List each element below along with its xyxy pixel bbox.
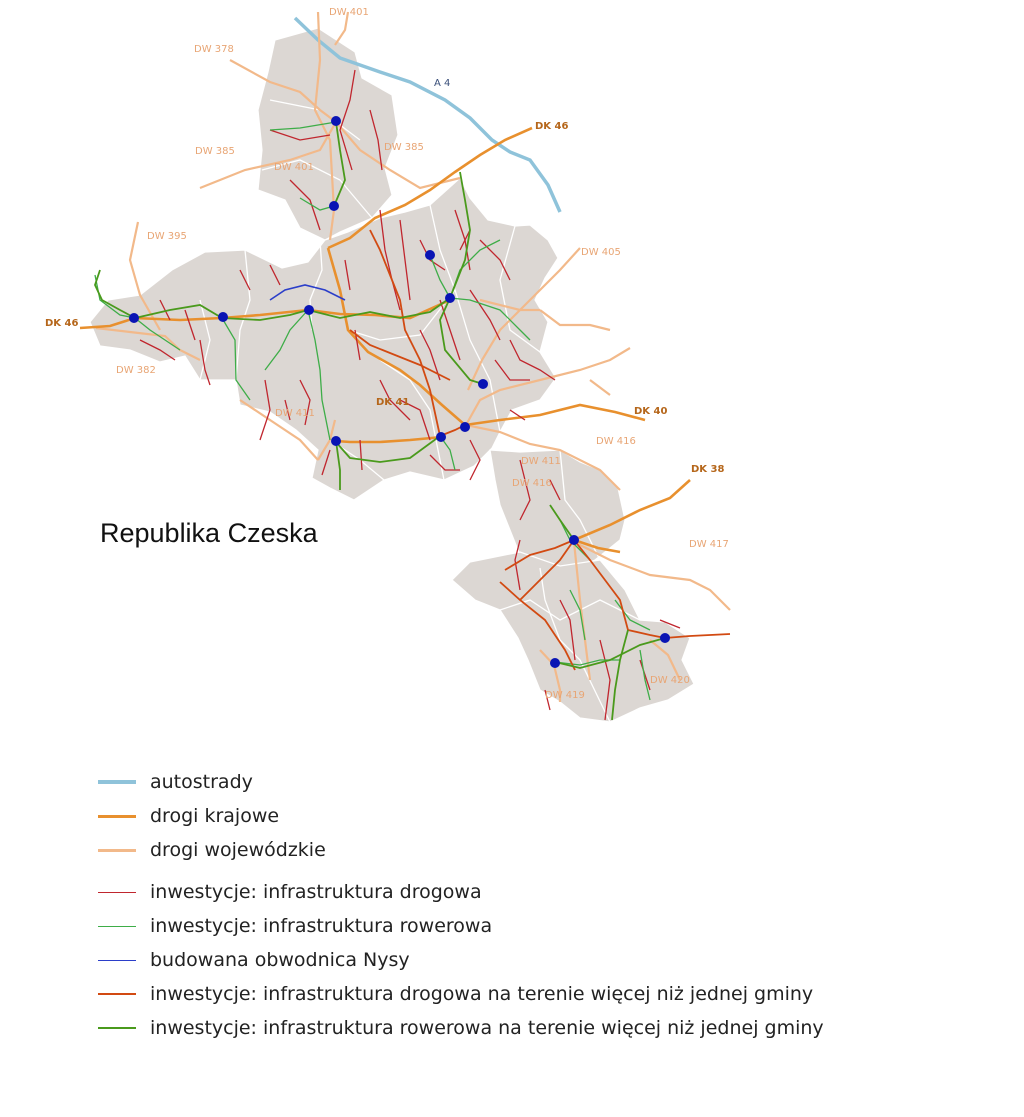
road-label: DW 395 bbox=[147, 231, 187, 242]
road-label: DK 38 bbox=[691, 464, 725, 475]
road-label: DW 416 bbox=[596, 436, 636, 447]
road-label: DW 419 bbox=[545, 690, 585, 701]
road-label: DW 416 bbox=[512, 478, 552, 489]
legend-item bbox=[98, 943, 978, 977]
town-marker bbox=[304, 305, 314, 315]
country-label: Republika Czeska bbox=[100, 518, 318, 548]
town-marker bbox=[329, 201, 339, 211]
legend-swatch bbox=[98, 926, 136, 927]
road-label: DW 401 bbox=[329, 7, 369, 18]
region-south-upper bbox=[490, 450, 625, 570]
town-marker bbox=[660, 633, 670, 643]
town-marker bbox=[460, 422, 470, 432]
legend-label: inwestycje: infrastruktura rowerowa na terenie więcej niż jednej gminy bbox=[150, 1017, 824, 1039]
road-label: DK 46 bbox=[45, 318, 79, 329]
road-label: DW 420 bbox=[650, 675, 690, 686]
town-marker bbox=[331, 116, 341, 126]
legend-label: budowana obwodnica Nysy bbox=[150, 949, 410, 971]
town-marker bbox=[129, 313, 139, 323]
road-label: DW 411 bbox=[275, 408, 315, 419]
road-label: DW 417 bbox=[689, 539, 729, 550]
legend-label: drogi krajowe bbox=[150, 805, 280, 827]
legend-label: autostrady bbox=[150, 771, 253, 793]
legend-swatch bbox=[98, 892, 136, 893]
road-label: DK 40 bbox=[634, 406, 668, 417]
legend-item bbox=[98, 1011, 978, 1045]
legend-item bbox=[98, 909, 978, 943]
road-label: A 4 bbox=[434, 78, 451, 89]
road-label: DK 46 bbox=[535, 121, 569, 132]
town-marker bbox=[331, 436, 341, 446]
town-marker bbox=[445, 293, 455, 303]
town-marker bbox=[436, 432, 446, 442]
road-label: DW 385 bbox=[384, 142, 424, 153]
town-marker bbox=[425, 250, 435, 260]
legend-label: drogi wojewódzkie bbox=[150, 839, 326, 861]
legend-swatch bbox=[98, 815, 136, 818]
road-label: DK 41 bbox=[376, 397, 410, 408]
legend-swatch bbox=[98, 849, 136, 852]
legend-swatch bbox=[98, 780, 136, 784]
legend-item bbox=[98, 977, 978, 1011]
road-label: DW 401 bbox=[274, 162, 314, 173]
road-label: DW 385 bbox=[195, 146, 235, 157]
legend-item bbox=[98, 765, 978, 799]
road-label: DW 378 bbox=[194, 44, 234, 55]
legend-label: inwestycje: infrastruktura rowerowa bbox=[150, 915, 493, 937]
map-legend bbox=[98, 765, 978, 1045]
town-marker bbox=[550, 658, 560, 668]
legend-item bbox=[98, 875, 978, 909]
town-marker bbox=[569, 535, 579, 545]
region-polygons bbox=[90, 28, 694, 722]
town-marker bbox=[218, 312, 228, 322]
road-label: DW 411 bbox=[521, 456, 561, 467]
road-label: DW 382 bbox=[116, 365, 156, 376]
legend-label: inwestycje: infrastruktura drogowa bbox=[150, 881, 482, 903]
legend-swatch bbox=[98, 1027, 136, 1029]
legend-swatch bbox=[98, 993, 136, 995]
legend-item bbox=[98, 799, 978, 833]
legend-swatch bbox=[98, 960, 136, 961]
legend-item bbox=[98, 833, 978, 867]
town-marker bbox=[478, 379, 488, 389]
legend-label: inwestycje: infrastruktura drogowa na terenie więcej niż jednej gminy bbox=[150, 983, 814, 1005]
road-label: DW 405 bbox=[581, 247, 621, 258]
